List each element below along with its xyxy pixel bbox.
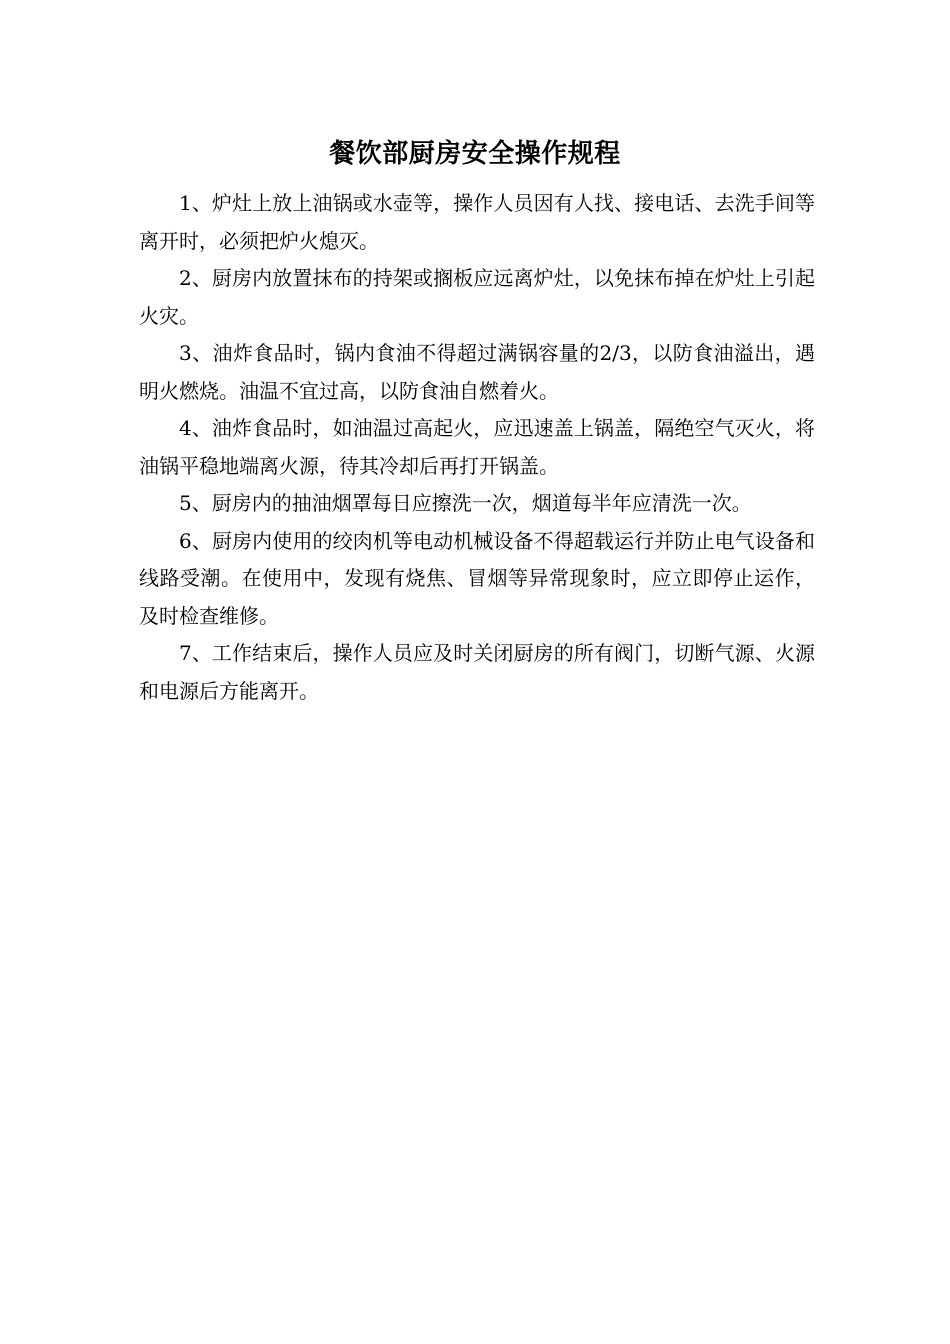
document-title: 餐饮部厨房安全操作规程 [329, 139, 621, 169]
clause-7: 7、工作结束后，操作人员应及时关闭厨房的所有阀门，切断气源、火源和电源后方能离开。 [139, 641, 815, 703]
clause-2: 2、厨房内放置抹布的持架或搁板应远离炉灶，以免抹布掉在炉灶上引起火灾。 [139, 266, 815, 328]
clause-list [139, 185, 815, 710]
clause-4: 4、油炸食品时，如油温过高起火，应迅速盖上锅盖，隔绝空气灭火，将油锅平稳地端离火源，待其冷却后再打开锅盖。 [139, 416, 815, 478]
clause-1: 1、炉灶上放上油锅或水壶等，操作人员因有人找、接电话、去洗手间等离开时，必须把炉火熄灭。 [139, 191, 815, 253]
clause-3: 3、油炸食品时，锅内食油不得超过满锅容量的2/3，以防食油溢出，遇明火燃烧。油温不宜过高，以防食油自燃着火。 [139, 341, 815, 403]
clause-5: 5、厨房内的抽油烟罩每日应擦洗一次，烟道每半年应清洗一次。 [179, 491, 752, 515]
clause-6: 6、厨房内使用的绞肉机等电动机械设备不得超载运行并防止电气设备和线路受潮。在使用中，发现有烧焦、冒烟等异常现象时，应立即停止运作，及时检查维修。 [139, 528, 815, 628]
